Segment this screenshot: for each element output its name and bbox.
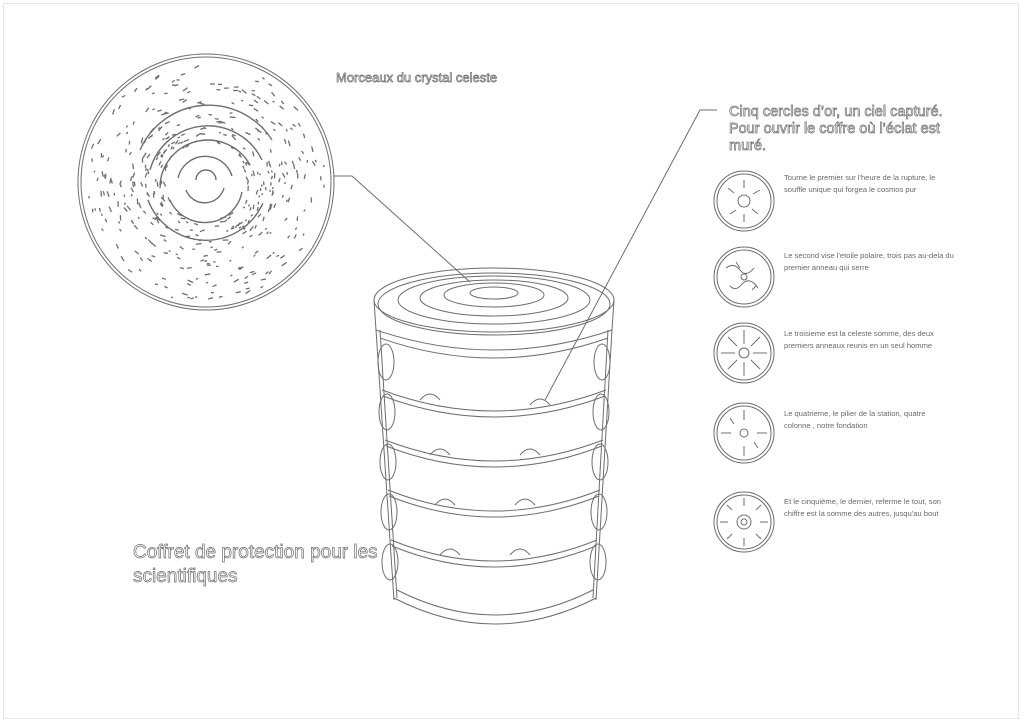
crystal-leader-line [334,176,470,282]
ring-5-text: Et le cinquième, le dernier, referme le tout, son chiffre est la somme des autres, jusqu'au bout [784,497,942,518]
pillar-ring-icon [714,403,774,463]
ring-2-text: Le second vise l'etoile polaire, trois pas au-dela du premier anneau qui serre [784,251,954,272]
star-map-ring-icon [714,247,774,307]
crystal-magnified-circle [78,54,334,310]
ring-3-text: Le troisieme est la celeste somme, des deux premiers anneaux reunis en un seul homme [784,329,934,350]
ring-1-text: Tourne le premier sur l'heure de la rupture, le souffle unique qui forgea le cosmos pur [784,173,936,194]
crystal-label: Morceaux du crystal celeste [336,70,498,85]
dial-ring-icon [714,492,774,552]
sun-ring-icon [714,171,774,231]
ring-4-text: Le quatrieme, le pilier de la station, quatre colonne , notre fondation [784,409,926,430]
poem-title: Cinq cercles d’or, un ciel capturé. Pour ouvrir le coffre où l’éclat est muré. [729,104,943,154]
poem-leader-line [545,110,717,400]
radial-ring-icon [714,323,774,383]
coffer-drum [374,268,614,624]
main-caption: Coffret de protection pour les scientifiques [133,542,378,587]
